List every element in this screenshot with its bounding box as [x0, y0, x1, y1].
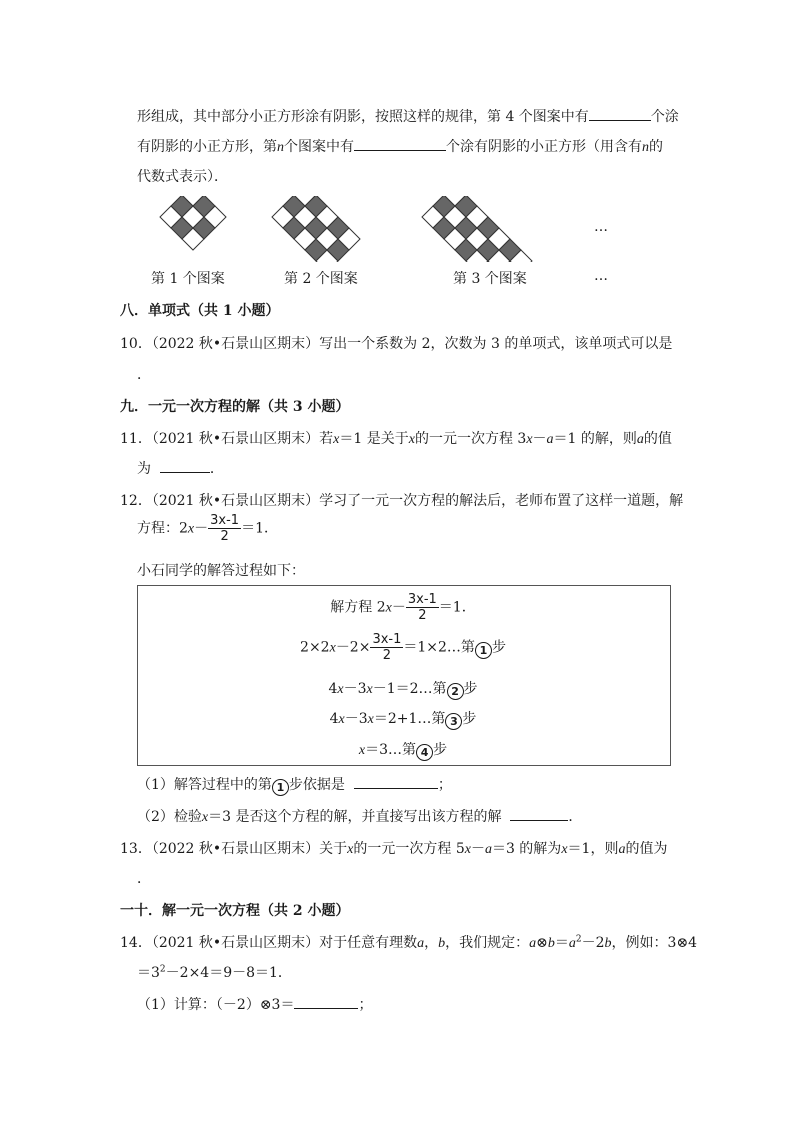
answer-blank[interactable] [294, 1007, 358, 1009]
q13-line1: 13．（2022 秋•石景山区期末）关于x的一元一次方程 5x－a＝3 的解为x＝1，则a的值为 [120, 841, 668, 857]
section-heading: 一十．解一元一次方程（共 2 小题） [120, 903, 350, 919]
q12-line1: 12．（2021 秋•石景山区期末）学习了一元一次方程的解法后，老师布置了这样一道题，解 [120, 493, 684, 509]
fraction: $\frac{3x-1}{2}$ [407, 592, 437, 623]
answer-blank[interactable] [354, 787, 438, 789]
step-number-badge: 2 [447, 683, 464, 700]
step-number-badge: 1 [475, 642, 492, 659]
step-number-badge: 1 [272, 779, 289, 796]
q14-line2: $=3^2-2\times 4=9-8=1$． [137, 964, 292, 981]
ellipsis: … [594, 219, 608, 235]
q14-line1: 14．（2021 秋•石景山区期末）对于任意有理数a，b，我们规定：$a\otimes b=a^2-2b$，例如：3⊗4 [120, 934, 698, 951]
q11-line1: 11．（2021 秋•石景山区期末）若x＝1 是关于x的一元一次方程 3x－a＝1 的解，则a的值 [120, 431, 672, 447]
pattern-label-3: 第 3 个图案 [453, 271, 527, 287]
step-number-badge: 4 [416, 744, 433, 761]
section-heading: 八．单项式（共 1 小题） [120, 303, 280, 319]
fraction: $\frac{3x-1}{2}$ [372, 632, 402, 663]
pattern-3 [422, 196, 532, 262]
pattern-1 [160, 196, 226, 250]
q12-sub2: （2）检验x＝3 是否这个方程的解，并直接写出该方程的解 ． [137, 809, 583, 825]
solution-line-4: 4x－3x＝2+1…第 3 步 [329, 711, 477, 728]
q14-sub1: （1）计算：（－2）⊗3＝ ； [137, 997, 373, 1013]
answer-blank[interactable] [589, 119, 651, 121]
answer-blank[interactable] [354, 149, 446, 151]
q12-sub1: （1）解答过程中的第 1 步依据是 ； [137, 777, 452, 794]
answer-blank[interactable] [510, 819, 568, 821]
q9-line2: 有阴影的小正方形，第n个图案中有 个涂有阴影的小正方形（用含有n的 [137, 139, 663, 155]
solution-line-1: 解方程 2x－ $\frac{3x-1}{2}$ ＝1． [330, 592, 476, 623]
solution-line-3: 4x－3x－1＝2…第 2 步 [328, 681, 478, 698]
pattern-2 [272, 196, 360, 262]
pattern-figures [150, 196, 620, 262]
solution-line-2: 2×2x－2× $\frac{3x-1}{2}$ ＝1×2…第 1 步 [300, 632, 506, 663]
pattern-label-1: 第 1 个图案 [151, 271, 225, 287]
q13-line2: ． [137, 871, 151, 887]
q12-equation: 方程：2x－ $\frac{3x-1}{2}$ ＝1． [137, 513, 278, 544]
q9-line1: 形组成，其中部分小正方形涂有阴影，按照这样的规律，第 4 个图案中有 个涂 [137, 109, 679, 125]
answer-blank[interactable] [160, 471, 210, 473]
pattern-label-2: 第 2 个图案 [284, 271, 358, 287]
q9-line3: 代数式表示）． [137, 169, 228, 185]
q10-line2: ． [137, 367, 151, 383]
section-heading: 九．一元一次方程的解（共 3 小题） [120, 399, 350, 415]
q11-line2: 为 ． [137, 461, 224, 477]
fraction: $\frac{3x-1}{2}$ [210, 513, 240, 544]
solution-line-5: x＝3…第 4 步 [358, 742, 448, 759]
q12-intro: 小石同学的解答过程如下： [137, 563, 305, 579]
step-number-badge: 3 [445, 713, 462, 730]
q10-line1: 10．（2022 秋•石景山区期末）写出一个系数为 2，次数为 3 的单项式，该单项式可以是 [120, 336, 673, 352]
ellipsis: … [594, 268, 608, 284]
